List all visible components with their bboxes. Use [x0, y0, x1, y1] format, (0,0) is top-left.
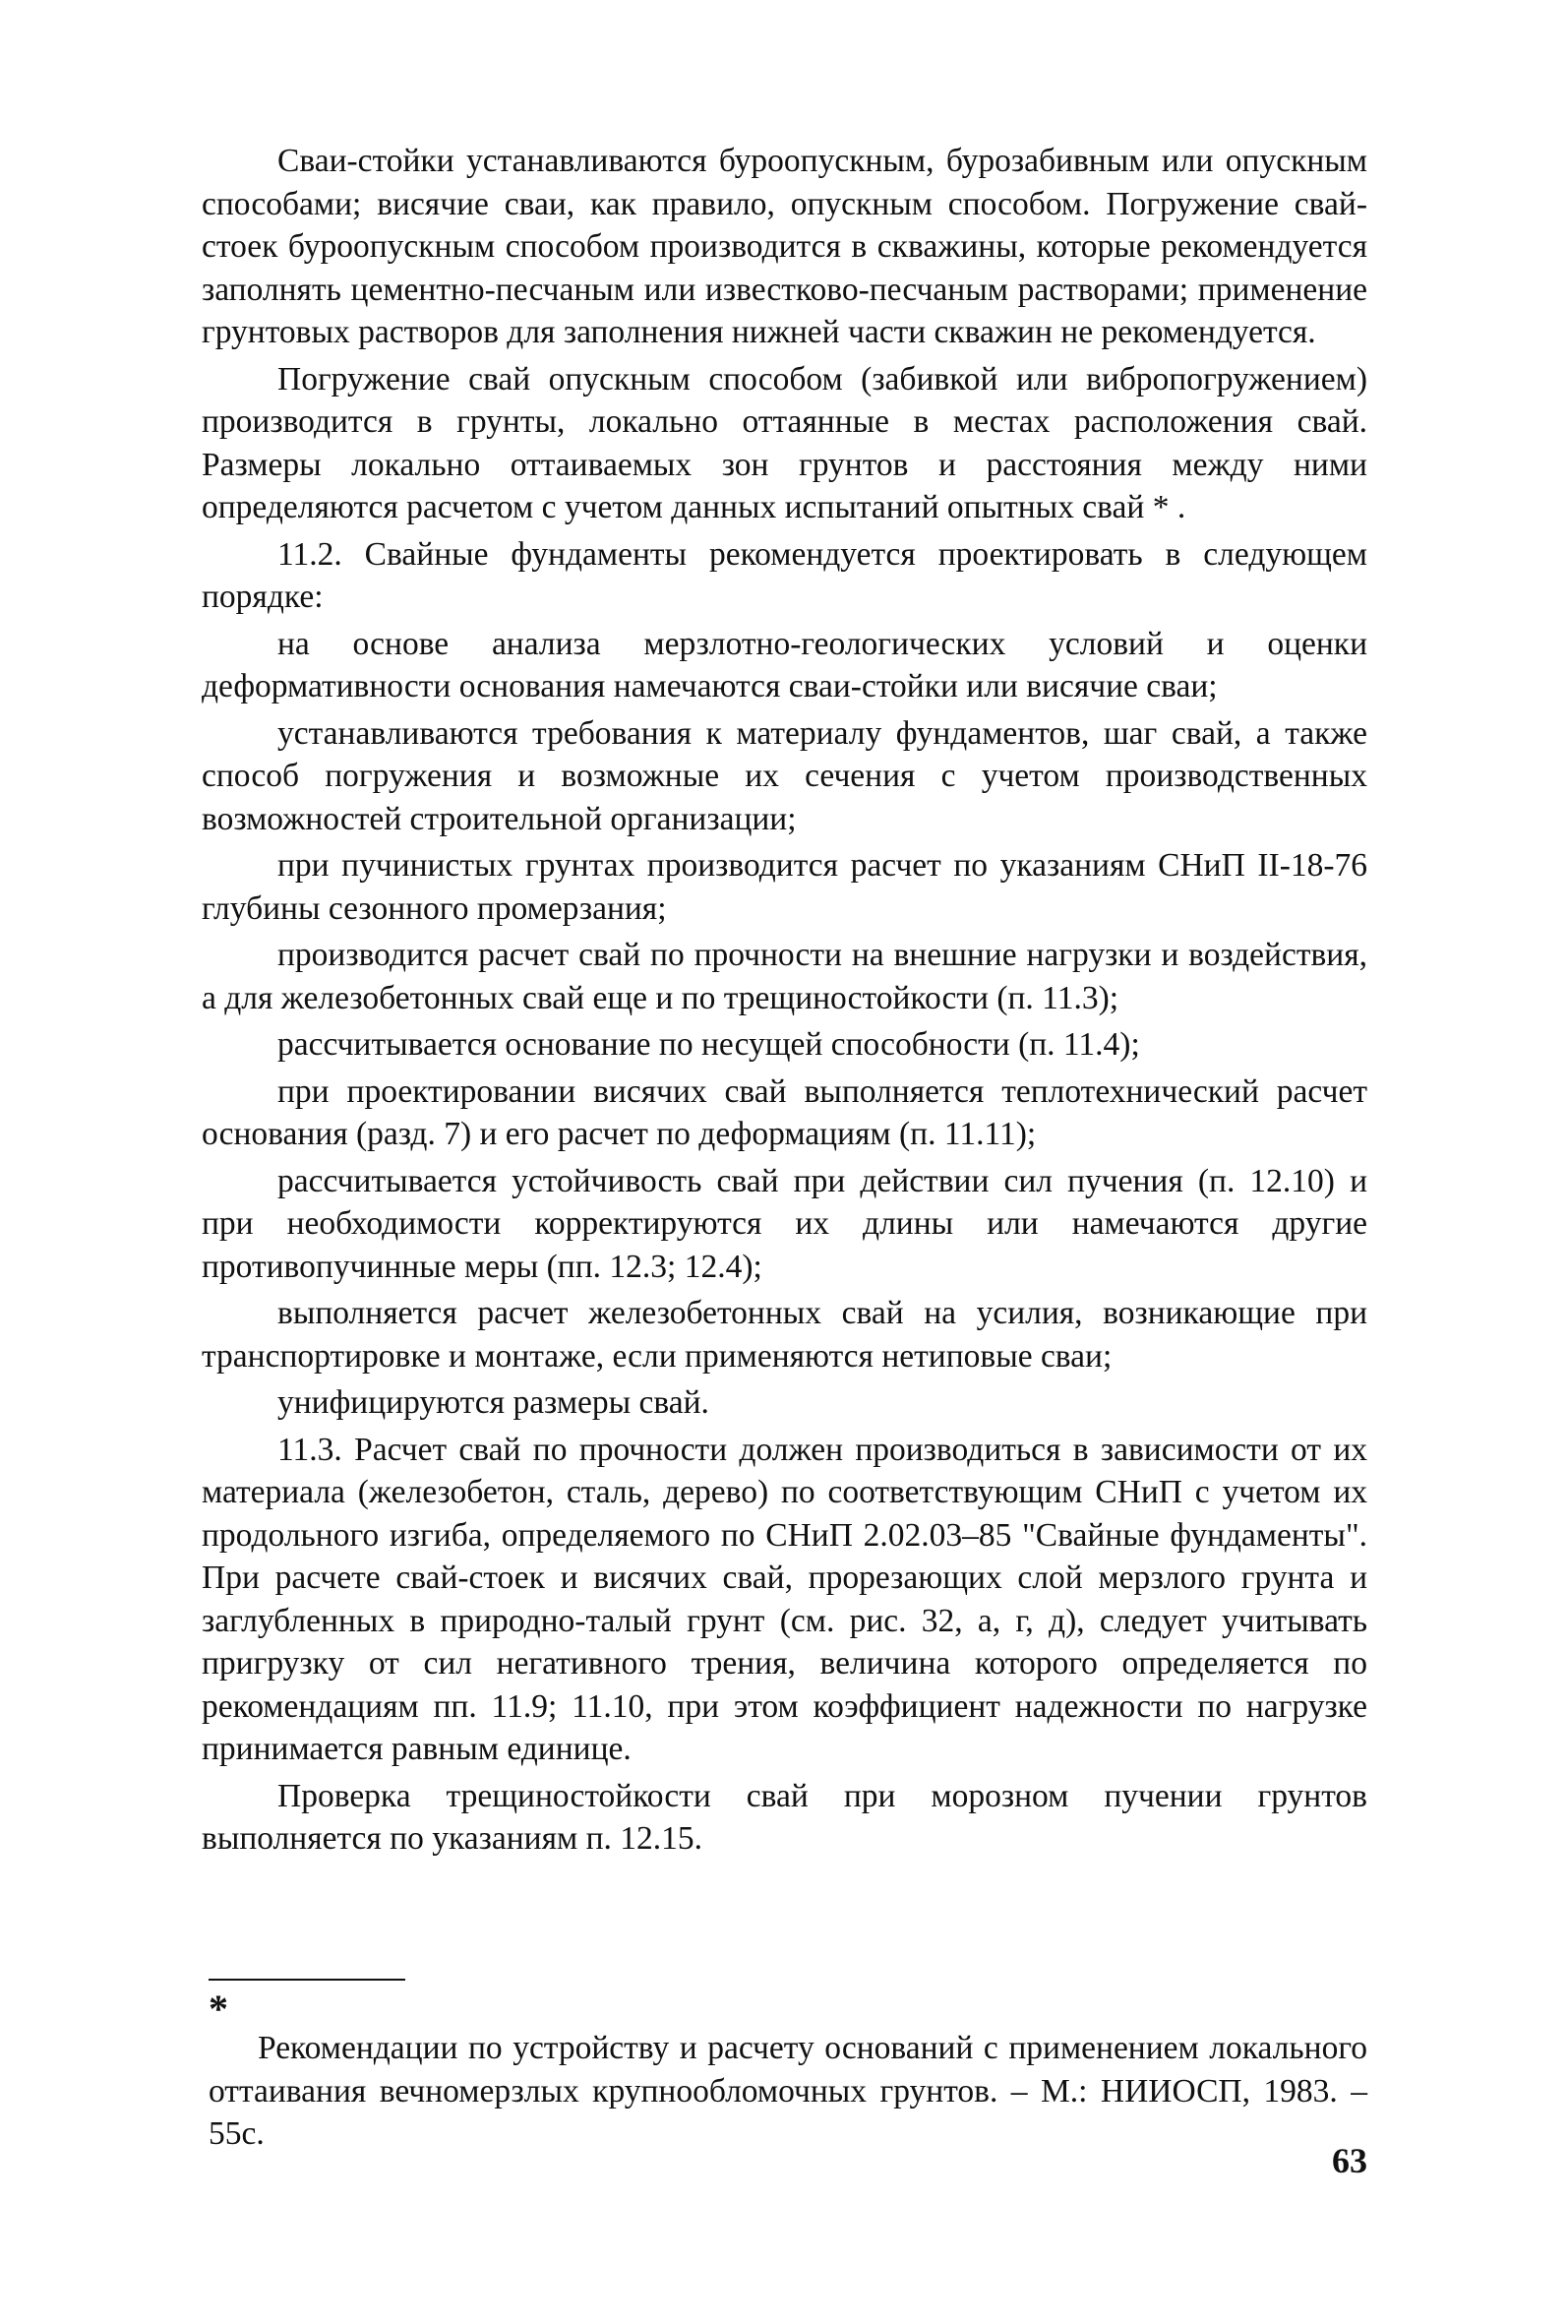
footnote-marker: * [209, 1987, 228, 2031]
footnote [209, 2027, 1367, 2156]
list-item-strength-calculation: производится расчет свай по прочности на внешние нагрузки и воздействия, а для железобетонных свай еще и по трещиностойкости (п. 11.3); [202, 937, 1367, 1016]
list-item-frost-depth: при пучинистых грунтах производится расчет по указаниям СНиП II-18-76 глубины сезонного промерзания; [202, 847, 1367, 927]
footnote-divider [209, 1979, 405, 1981]
section-11-3: 11.3. Расчет свай по прочности должен производиться в зависимости от их материала (железобетон, сталь, дерево) по соответствующим СНиП с учетом их продольного изгиба, определяемого по СНиП 2.02.03–85 "Свайные фундаменты". При расчете свай-стоек и висячих свай, прорезающих слой мерзлого грунта и заглубленных в природно-талый грунт (см. рис. 32, а, г, д), следует учитывать пригрузку от сил негативного трения, величина которого определяется по рекомендациям пп. 11.9; 11.10, при этом коэффициент надежности по нагрузке принимается равным единице. [202, 1431, 1367, 1767]
paragraph-crack-check: Проверка трещиностойкости свай при морозном пучении грунтов выполняется по указаниям п. 12.15. [202, 1777, 1367, 1857]
list-item-material-requirements: устанавливаются требования к материалу фундаментов, шаг свай, а также способ погружения и возможные их сечения с учетом производственных возможностей строительной организации; [202, 714, 1367, 837]
list-item-thermal-calculation: при проектировании висячих свай выполняется теплотехнический расчет основания (разд. 7) и его расчет по деформациям (п. 11.11); [202, 1072, 1367, 1152]
section-11-2-intro: 11.2. Свайные фундаменты рекомендуется проектировать в следующем порядке: [202, 535, 1367, 615]
list-item-bearing-capacity: рассчитывается основание по несущей способности (п. 11.4); [277, 1026, 1140, 1063]
paragraph-pile-installation: Сваи-стойки устанавливаются буроопускным, бурозабивным или опускным способами; висячие сваи, как правило, опускным способом. Погружение свай-стоек буроопускным способом производится в скважины, которые рекомендуется заполнять цементно-песчаным или известково-песчаным растворами; применение грунтовых растворов для заполнения нижней части скважин не рекомендуется. [202, 143, 1367, 350]
list-item-heaving-stability: рассчитывается устойчивость свай при действии сил пучения (п. 12.10) и при необходимости корректируются их длины или намечаются другие противопучинные меры (пп. 12.3; 12.4); [202, 1162, 1367, 1285]
main-text [202, 140, 1367, 1861]
footnote-text: Рекомендации по устройству и расчету оснований с применением локального оттаивания вечномерзлых крупнообломочных грунтов. – М.: НИИОСП, 1983. – 55с. [209, 2030, 1367, 2152]
paragraph-opening-method: Погружение свай опускным способом (забивкой или вибропогружением) производится в грунты, локально оттаянные в местах расположения свай. Размеры локально оттаиваемых зон грунтов и расстояния между ними определяются расчетом с учетом данных испытаний опытных свай * . [202, 360, 1367, 525]
list-item-unification: унифицируются размеры свай. [277, 1384, 709, 1421]
page-number: 63 [1332, 2141, 1367, 2180]
list-item-pile-type: на основе анализа мерзлотно-геологических условий и оценки деформативности основания намечаются сваи-стойки или висячие сваи; [202, 625, 1367, 704]
list-item-transport-forces: выполняется расчет железобетонных свай на усилия, возникающие при транспортировке и монтаже, если применяются нетиповые сваи; [202, 1295, 1367, 1375]
